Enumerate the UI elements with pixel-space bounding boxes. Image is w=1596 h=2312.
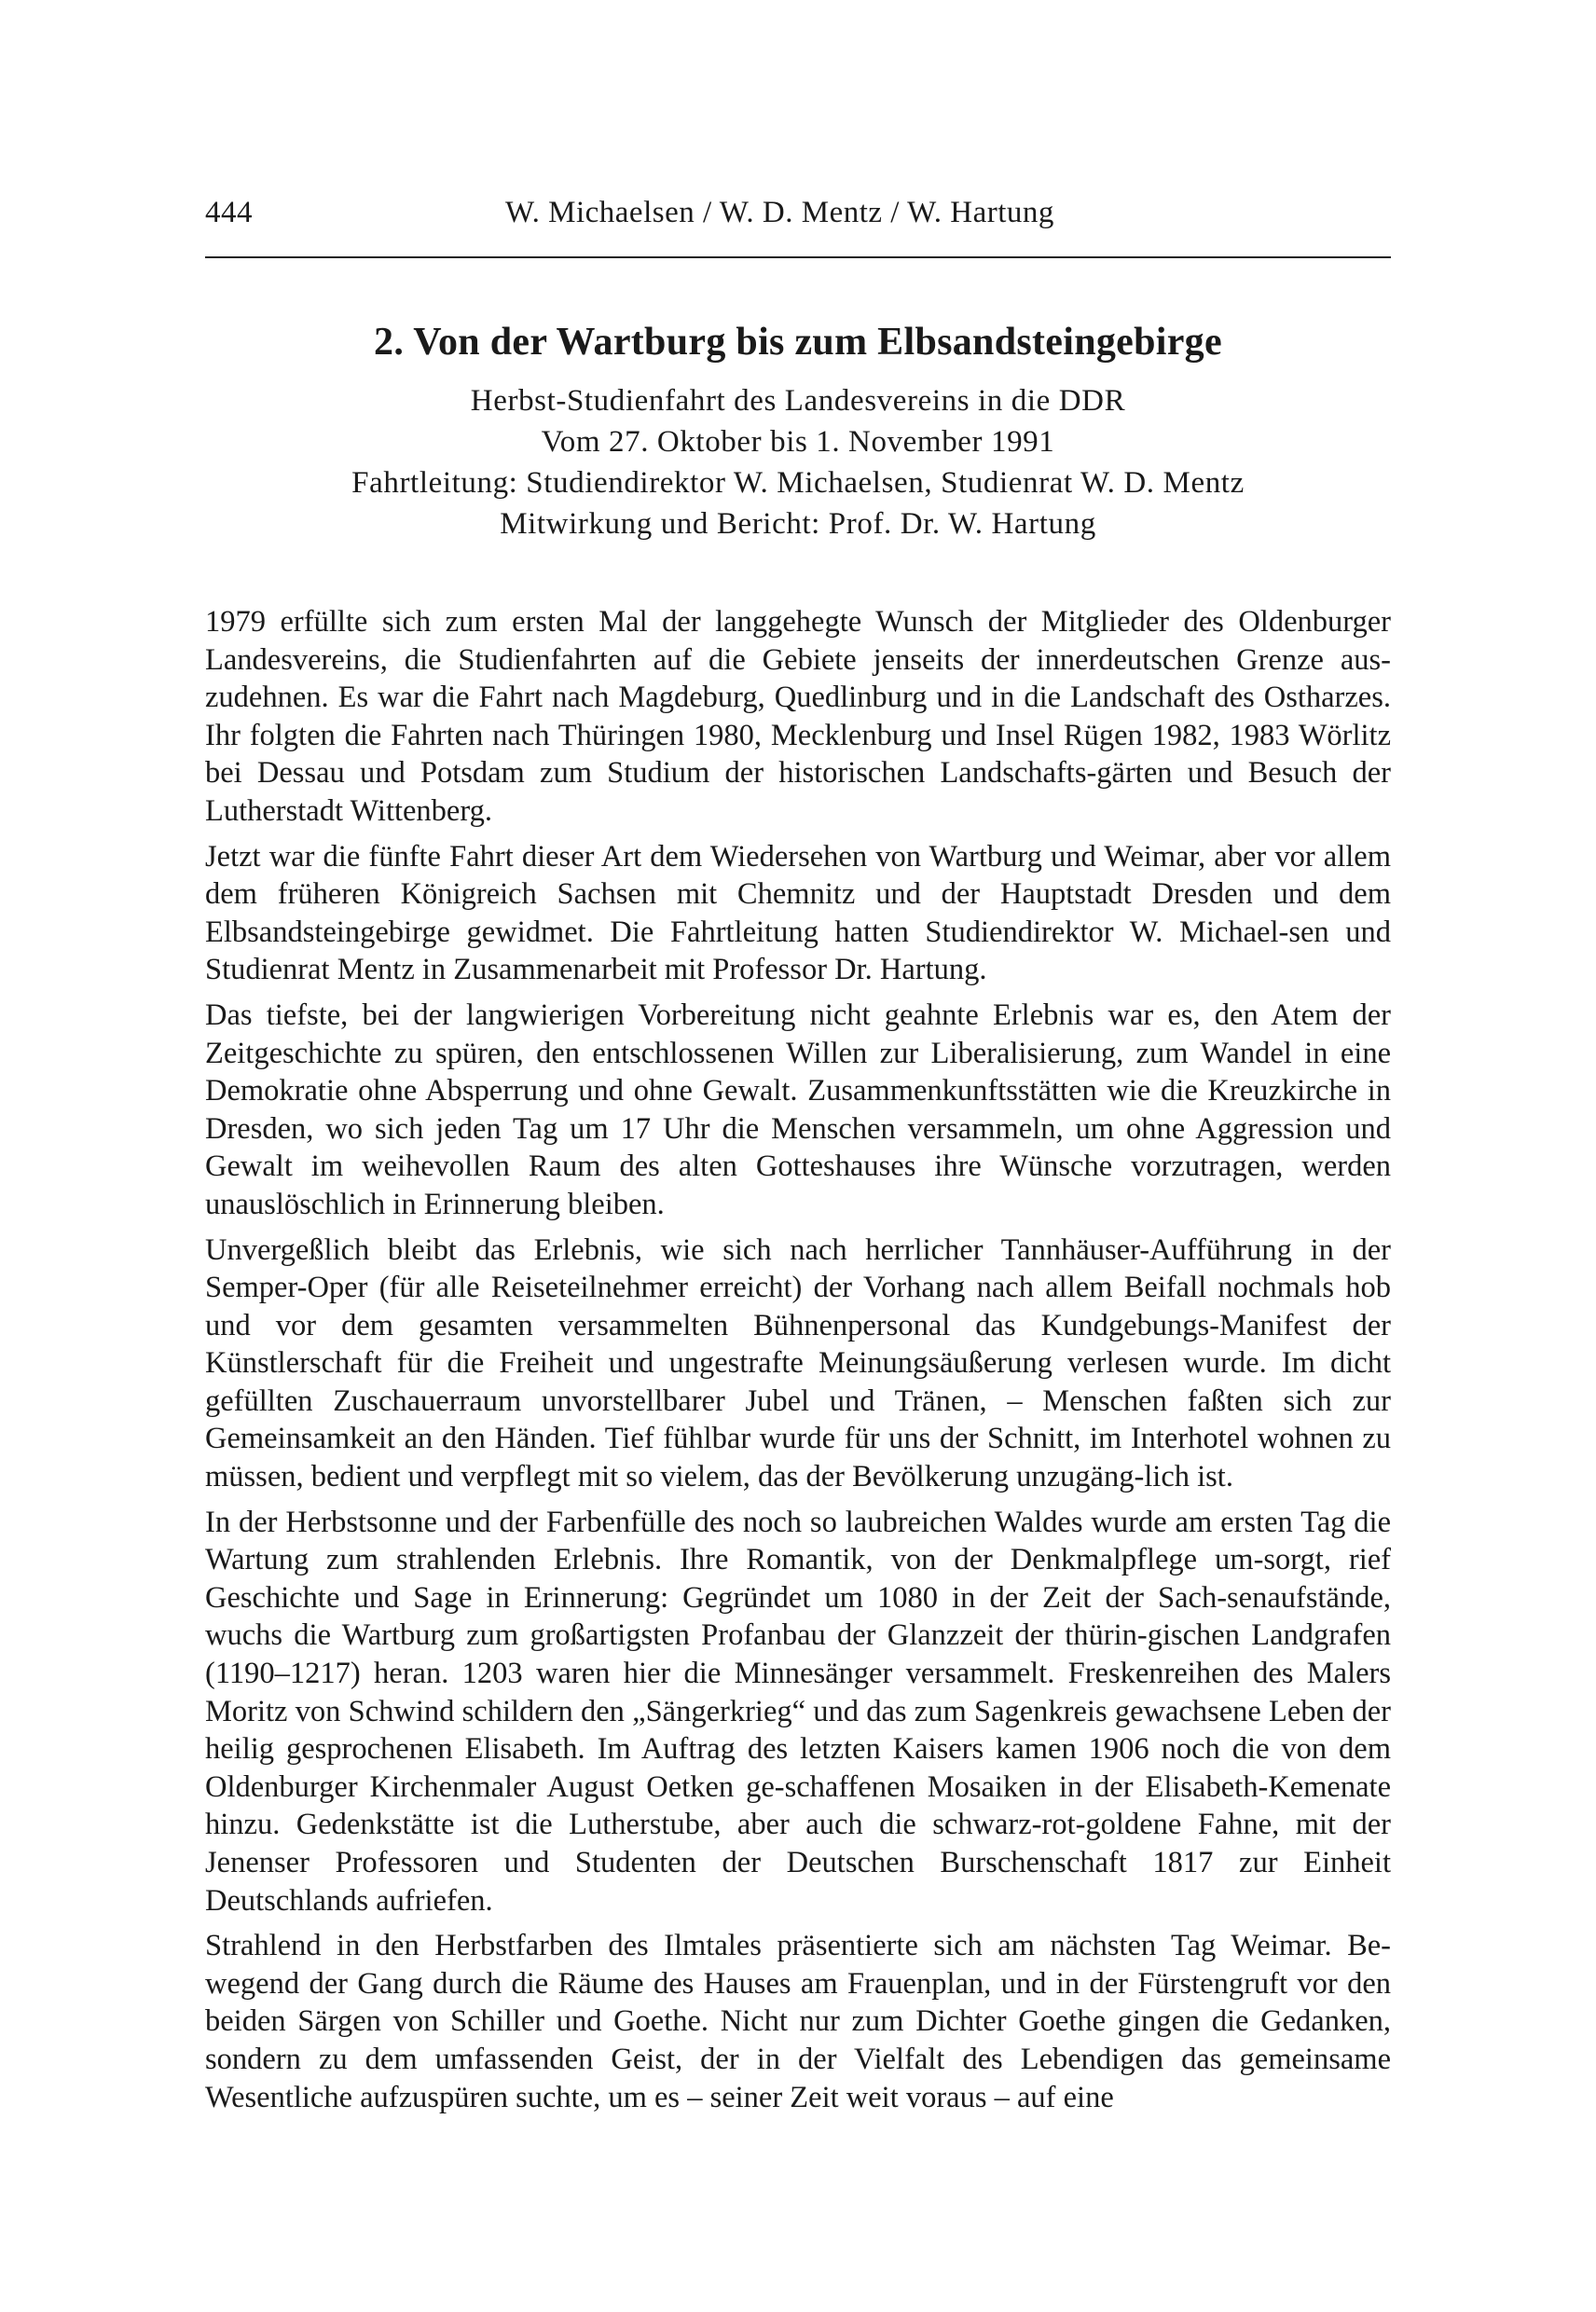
header-divider [205,256,1391,258]
subtitle-leadership: Fahrtleitung: Studiendirektor W. Michaelsen, Studienrat W. D. Mentz [351,466,1245,500]
running-header [205,196,1391,242]
section-title: 2. Von der Wartburg bis zum Elbsandsteingebirge [374,321,1222,364]
paragraph: Unvergeßlich bleibt das Erlebnis, wie sich nach herrlicher Tannhäuser-Aufführung in der Semper-Oper (für alle Reiseteilnehmer erreicht) der Vorhang nach allem Beifall nochmals hob und vor dem gesamten versammelten Bühnenpersonal das Kundgebungs-Manifest der Künstlerschaft für die Freiheit und ungestrafte Meinungsäußerung verlesen wurde. Im dicht gefüllten Zuschauerraum unvorstellbarer Jubel und Tränen, – Menschen faßten sich zur Gemeinsamkeit an den Händen. Tief fühlbar wurde für uns der Schnitt, im Interhotel wohnen zu müssen, bedient und verpflegt mit so vielem, das der Bevölkerung unzugäng-lich ist. [205,1232,1391,1494]
header-authors: W. Michaelsen / W. D. Mentz / W. Hartung [505,196,1054,229]
paragraph: 1979 erfüllte sich zum ersten Mal der langgehegte Wunsch der Mitglieder des Oldenburger Landesvereins, die Studienfahrten auf die Gebiete jenseits der innerdeutschen Grenze aus-zudehnen. Es war die Fahrt nach Magdeburg, Quedlinburg und in die Landschaft des Ostharzes. Ihr folgten die Fahrten nach Thüringen 1980, Mecklenburg und Insel Rügen 1982, 1983 Wörlitz bei Dessau und Potsdam zum Studium der historischen Landschafts-gärten und Besuch der Lutherstadt Wittenberg. [205,605,1391,828]
body-text [205,603,1391,2124]
paragraph: Strahlend in den Herbstfarben des Ilmtales präsentierte sich am nächsten Tag Weimar. Be-wegend der Gang durch die Räume des Hauses am Frauenplan, und in der Fürstengruft vor den beiden Särgen von Schiller und Goethe. Nicht nur zum Dichter Goethe gingen die Gedanken, sondern zu dem umfassenden Geist, der in der Vielfalt des Lebendigen das gemeinsame Wesentliche aufzuspüren suchte, um es – seiner Zeit weit voraus – auf eine [205,1929,1391,2114]
page-number: 444 [205,196,253,229]
paragraph: Das tiefste, bei der langwierigen Vorbereitung nicht geahnte Erlebnis war es, den Atem der Zeitgeschichte zu spüren, den entschlossenen Willen zur Liberalisierung, zum Wandel in eine Demokratie ohne Absperrung und ohne Gewalt. Zusammenkunftsstätten wie die Kreuzkirche in Dresden, wo sich jeden Tag um 17 Uhr die Menschen versammeln, um ohne Aggression und Gewalt im weihevollen Raum des alten Gotteshauses ihre Wünsche vorzutragen, werden unauslöschlich in Erinnerung bleiben. [205,998,1391,1221]
section-title-block [205,317,1391,544]
subtitle-dates: Vom 27. Oktober bis 1. November 1991 [541,425,1055,459]
subtitle-report: Mitwirkung und Bericht: Prof. Dr. W. Hartung [500,507,1096,541]
paragraph: Jetzt war die fünfte Fahrt dieser Art dem Wiedersehen von Wartburg und Weimar, aber vor allem dem früheren Königreich Sachsen mit Chemnitz und der Hauptstadt Dresden und dem Elbsandsteingebirge gewidmet. Die Fahrtleitung hatten Studiendirektor W. Michael-sen und Studienrat Mentz in Zusammenarbeit mit Professor Dr. Hartung. [205,839,1391,987]
paragraph: In der Herbstsonne und der Farbenfülle des noch so laubreichen Waldes wurde am ersten Tag die Wartung zum strahlenden Erlebnis. Ihre Romantik, von der Denkmalpflege um-sorgt, rief Geschichte und Sage in Erinnerung: Gegründet um 1080 in der Zeit der Sach-senaufstände, wuchs die Wartburg zum großartigsten Profanbau der Glanzzeit der thürin-gischen Landgrafen (1190–1217) heran. 1203 waren hier die Minnesänger versammelt. Freskenreihen des Malers Moritz von Schwind schildern den „Sängerkrieg“ und das zum Sagenkreis gewachsene Leben der heilig gesprochenen Elisabeth. Im Auftrag des letzten Kaisers kamen 1906 noch die von dem Oldenburger Kirchenmaler August Oetken ge-schaffenen Mosaiken in der Elisabeth-Kemenate hinzu. Gedenkstätte ist die Lutherstube, aber auch die schwarz-rot-goldene Fahne, mit der Jenenser Professoren und Studenten der Deutschen Burschenschaft 1817 zur Einheit Deutschlands aufriefen. [205,1505,1391,1918]
subtitle-trip: Herbst-Studienfahrt des Landesvereins in die DDR [470,384,1126,418]
